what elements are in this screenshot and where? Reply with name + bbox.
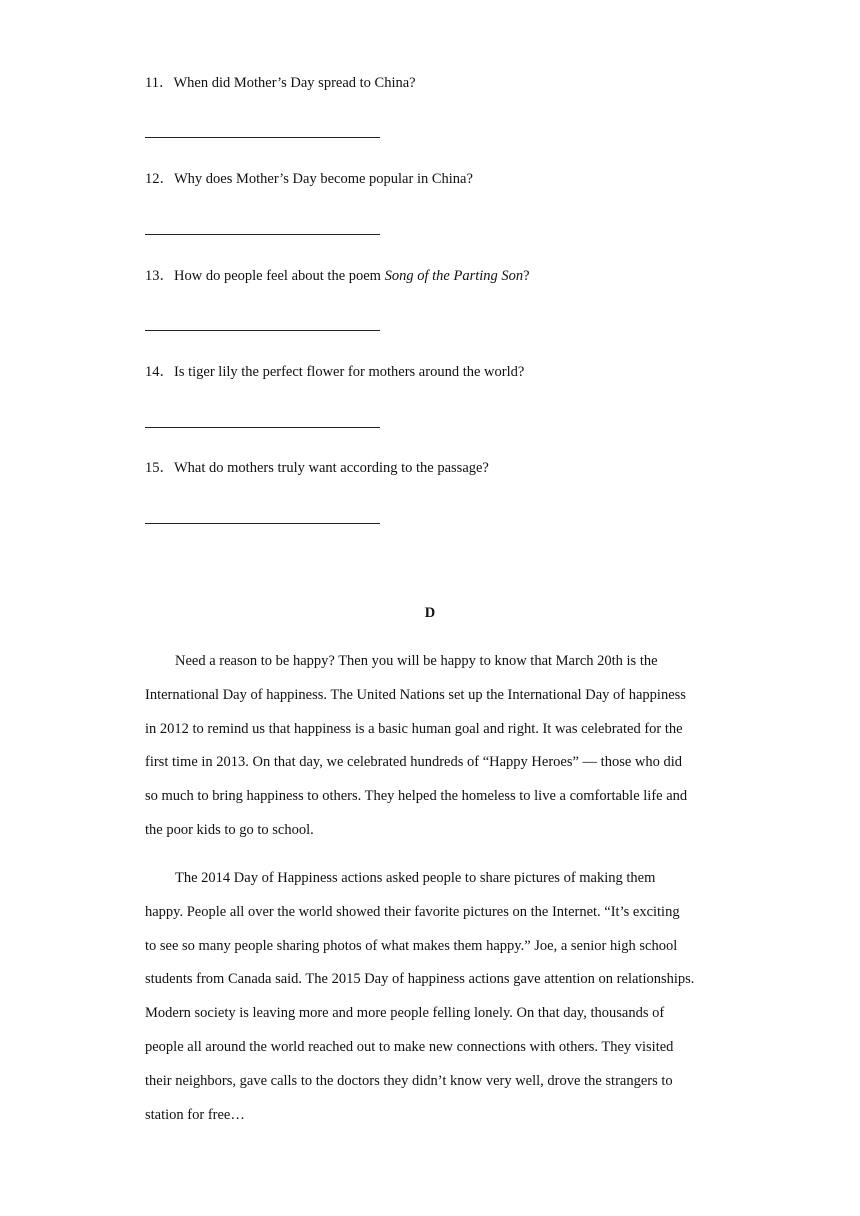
question-number: 13． [145,268,174,284]
paragraph-line: International Day of happiness. The United Nations set up the International Day of happiness [145,686,686,703]
question-text: How do people feel about the poem [174,268,385,284]
question-14 [145,363,524,381]
paragraph-line: their neighbors, gave calls to the doctors they didn’t know very well, drove the strangers to [145,1072,673,1089]
paragraph-line: in 2012 to remind us that happiness is a basic human goal and right. It was celebrated for the [145,720,683,737]
question-12 [145,170,473,188]
paragraph-line: so much to bring happiness to others. They helped the homeless to live a comfortable life and [145,788,688,805]
question-11 [145,74,416,92]
question-text: What do mothers truly want according to the passage? [174,460,489,476]
answer-line-14[interactable] [145,427,380,428]
passage-paragraph-1 [145,645,725,848]
answer-line-11[interactable] [145,137,380,138]
paragraph-line: station for free… [145,1106,245,1123]
answer-line-12[interactable] [145,234,380,235]
paragraph-line: to see so many people sharing photos of what makes them happy.” Joe, a senior high school [145,937,678,954]
answer-line-15[interactable] [145,523,380,524]
passage-paragraph-2 [145,862,725,1132]
section-title: D [424,605,436,621]
paragraph-line: Modern society is leaving more and more people felling lonely. On that day, thousands of [145,1005,665,1022]
question-text: Why does Mother’s Day become popular in China? [174,171,473,187]
question-suffix: ? [523,268,530,284]
paragraph-line: students from Canada said. The 2015 Day of happiness actions gave attention on relationships. [145,971,695,988]
question-number: 11． [145,75,174,91]
answer-line-13[interactable] [145,330,380,331]
question-text: Is tiger lily the perfect flower for mothers around the world? [174,364,525,380]
paragraph-line: Need a reason to be happy? Then you will be happy to know that March 20th is the [175,653,658,669]
poem-title: Song of the Parting Son [384,268,524,284]
question-text: When did Mother’s Day spread to China? [173,75,416,91]
paragraph-line: the poor kids to go to school. [145,821,314,838]
paragraph-line: people all around the world reached out to make new connections with others. They visited [145,1038,674,1055]
question-number: 14． [145,364,174,380]
paragraph-line: The 2014 Day of Happiness actions asked people to share pictures of making them [175,870,656,886]
paragraph-line: happy. People all over the world showed their favorite pictures on the Internet. “It’s exciting [145,903,680,920]
question-13 [145,267,530,285]
paragraph-line: first time in 2013. On that day, we celebrated hundreds of “Happy Heroes” — those who did [145,754,683,771]
question-15 [145,459,489,477]
question-number: 15． [145,460,174,476]
question-number: 12． [145,171,174,187]
